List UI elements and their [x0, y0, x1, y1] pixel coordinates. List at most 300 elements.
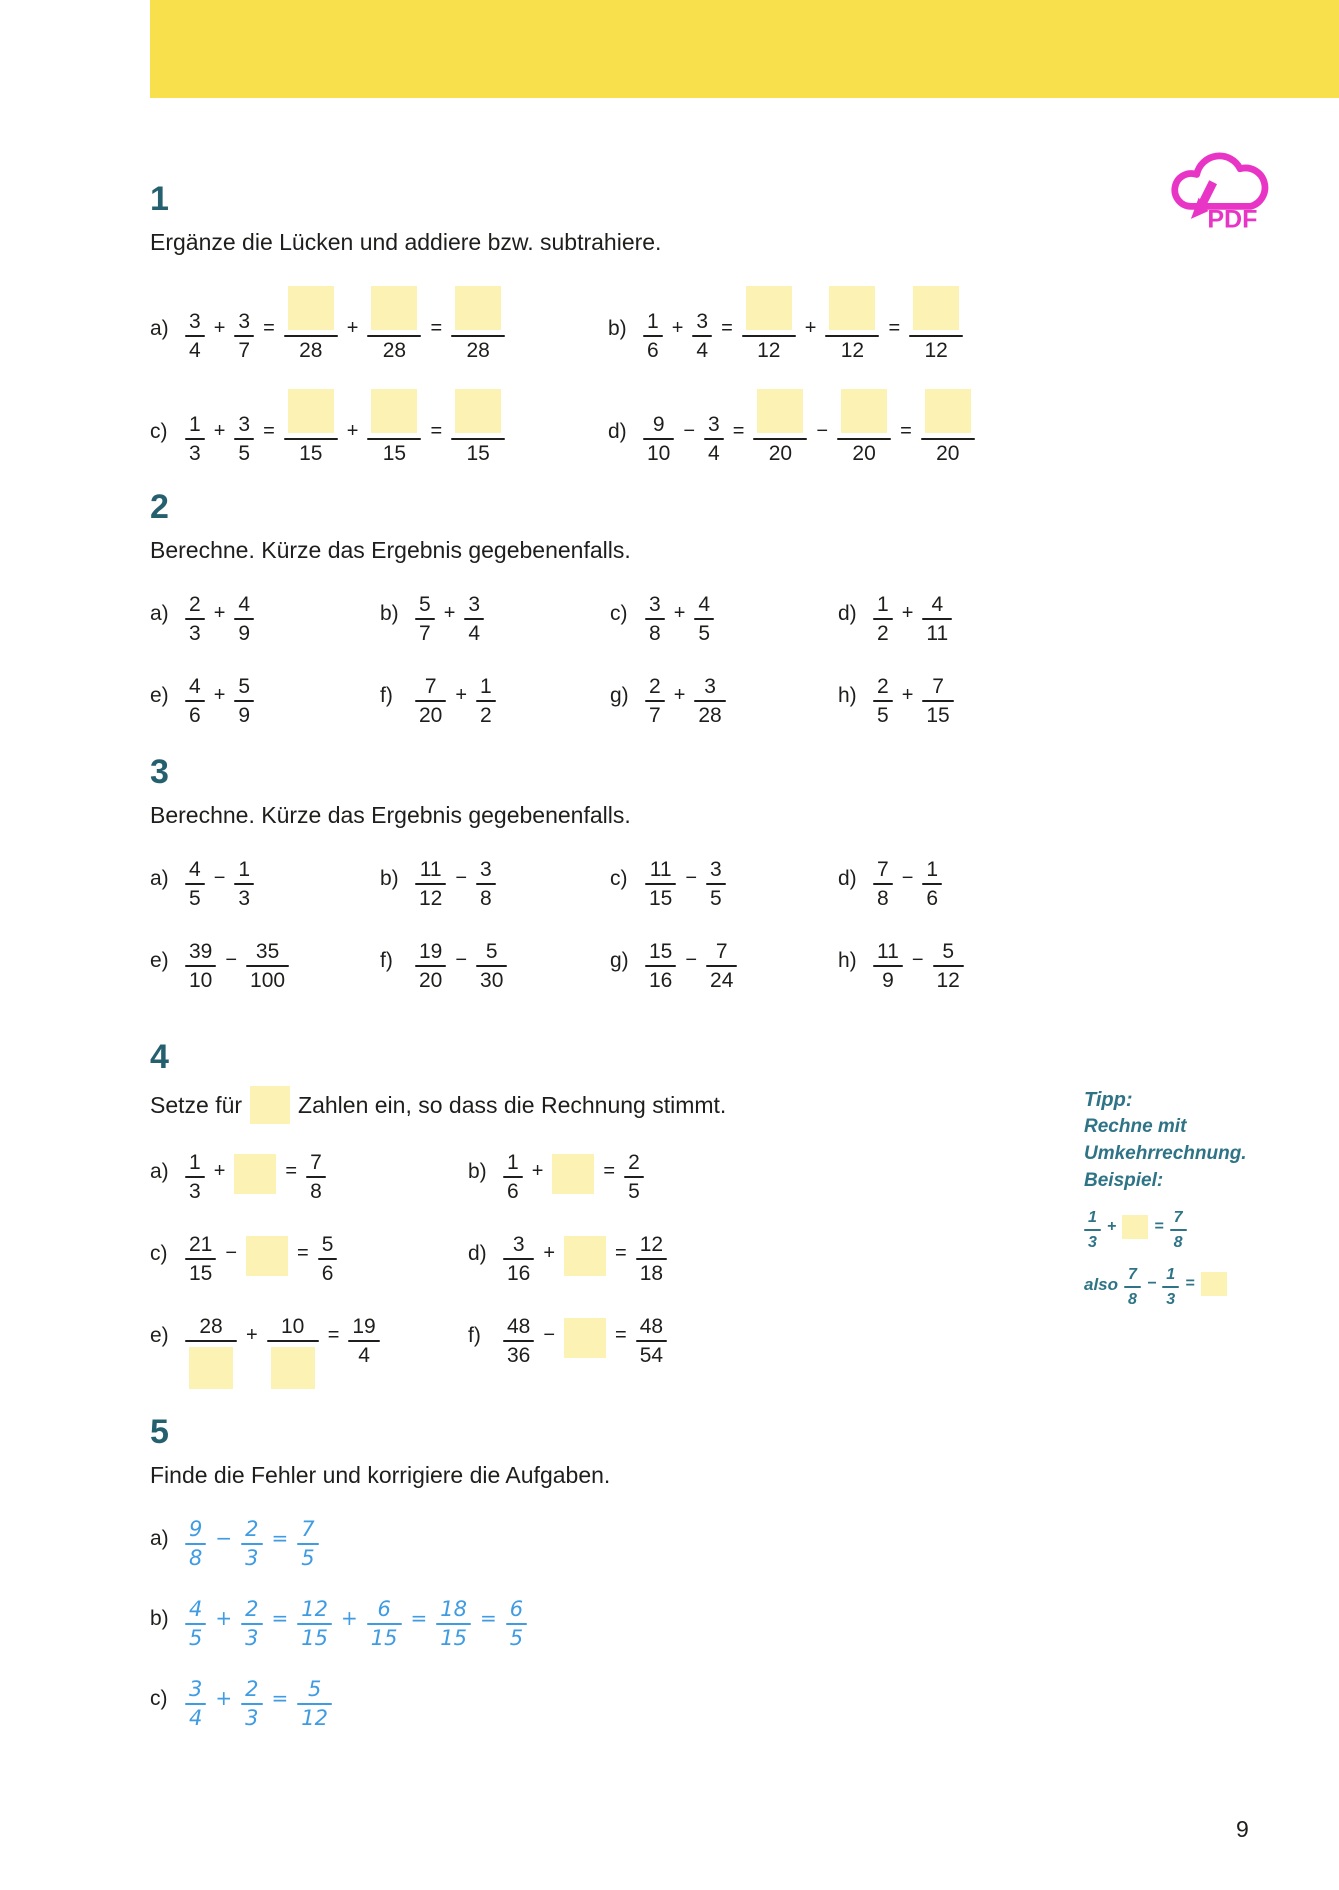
denominator: 5 — [710, 886, 722, 910]
numerator — [825, 280, 879, 335]
denominator: 3 — [189, 441, 201, 465]
fraction — [318, 1228, 338, 1284]
numerator: 2 — [245, 1676, 259, 1701]
numerator: 2 — [245, 1596, 259, 1621]
operator: + — [246, 1324, 258, 1346]
item-label: a) — [150, 1526, 169, 1550]
operator: + — [213, 601, 226, 624]
fraction — [873, 588, 893, 644]
exercise-item — [150, 1228, 468, 1284]
header-bar — [150, 0, 1339, 98]
exercise-number: 4 — [150, 1038, 169, 1076]
answer-box[interactable] — [925, 389, 971, 433]
operator: + — [673, 601, 686, 624]
instruction-suffix: Zahlen ein, so dass die Rechnung stimmt. — [298, 1092, 727, 1118]
denominator: 28 — [698, 703, 722, 727]
answer-box[interactable] — [371, 389, 417, 433]
fraction — [297, 1673, 332, 1729]
numerator: 39 — [189, 939, 213, 963]
numerator: 9 — [189, 1516, 203, 1541]
operator: = — [327, 1324, 340, 1346]
exercise-instruction: Berechne. Kürze das Ergebnis gegebenenfalls. — [150, 537, 631, 563]
denominator: 12 — [419, 886, 443, 910]
fraction — [1084, 1207, 1101, 1252]
exercise-section-2 — [150, 490, 1299, 726]
denominator: 15 — [370, 1625, 398, 1650]
numerator: 3 — [189, 1676, 203, 1701]
operator: + — [901, 601, 914, 624]
denominator: 15 — [926, 703, 950, 727]
item-label: e) — [150, 1324, 169, 1347]
fraction — [921, 383, 975, 464]
numerator: 1 — [926, 857, 939, 881]
operator: − — [685, 866, 698, 889]
operator: − — [455, 866, 468, 889]
operator: = — [263, 419, 275, 442]
denominator: 5 — [628, 1180, 640, 1203]
numerator: 1 — [238, 857, 251, 881]
fraction — [185, 1228, 216, 1284]
exercise-item — [150, 1310, 468, 1389]
denominator: 28 — [466, 338, 490, 362]
denominator: 16 — [649, 968, 673, 992]
item-label: b) — [380, 866, 399, 890]
exercise-item — [838, 853, 1299, 909]
fraction — [825, 280, 879, 361]
denominator: 20 — [936, 441, 960, 465]
denominator: 15 — [382, 441, 407, 465]
numerator: 2 — [649, 674, 661, 698]
numerator — [742, 280, 796, 335]
operator: − — [911, 948, 924, 971]
tip-box — [1084, 1086, 1314, 1309]
item-label: c) — [150, 419, 168, 443]
item-label: b) — [150, 1606, 169, 1630]
fraction — [706, 935, 737, 991]
answer-box[interactable] — [1201, 1272, 1227, 1296]
denominator: 8 — [1128, 1290, 1137, 1308]
denominator: 5 — [698, 621, 711, 645]
answer-box[interactable] — [841, 389, 887, 433]
denominator: 3 — [1166, 1290, 1176, 1308]
denominator: 6 — [189, 703, 201, 727]
fraction — [415, 588, 435, 644]
exercise-item — [380, 670, 610, 726]
operator: + — [213, 316, 226, 339]
operator: − — [816, 419, 829, 442]
answer-box[interactable] — [288, 389, 334, 433]
numerator — [284, 383, 338, 438]
operator: = — [271, 1605, 289, 1630]
operator: + — [443, 601, 456, 624]
numerator: 7 — [310, 1151, 322, 1174]
denominator: 8 — [877, 886, 889, 910]
denominator: 7 — [419, 621, 431, 645]
denominator: 4 — [358, 1344, 370, 1367]
numerator — [837, 383, 891, 438]
operator: + — [213, 1160, 226, 1182]
answer-box[interactable] — [564, 1318, 606, 1358]
fraction — [476, 670, 496, 726]
operator: − — [455, 948, 468, 971]
denominator: 10 — [647, 441, 671, 465]
numerator: 4 — [189, 1596, 203, 1621]
operator: − — [683, 419, 696, 442]
exercise-item — [150, 935, 380, 991]
exercise-number: 2 — [150, 488, 169, 526]
exercise-section-1 — [150, 182, 1299, 464]
numerator: 10 — [281, 1315, 305, 1338]
numerator: 3 — [480, 857, 492, 881]
denominator — [185, 1342, 237, 1389]
fraction — [706, 853, 726, 909]
denominator: 6 — [321, 1262, 334, 1285]
numerator: 7 — [1128, 1265, 1137, 1283]
numerator: 1 — [1166, 1265, 1176, 1283]
fraction — [645, 588, 665, 644]
item-label: g) — [610, 948, 629, 972]
fraction — [643, 383, 674, 464]
exercise-item — [380, 935, 610, 991]
operator: = — [721, 316, 733, 339]
exercise-number: 1 — [150, 180, 169, 218]
numerator: 18 — [440, 1596, 468, 1621]
numerator: 5 — [238, 674, 251, 698]
item-label: a) — [150, 866, 169, 890]
numerator: 5 — [419, 592, 431, 616]
numerator: 5 — [307, 1676, 322, 1701]
fraction — [185, 670, 205, 726]
exercise-instruction: Berechne. Kürze das Ergebnis gegebenenfalls. — [150, 802, 631, 828]
answer-box[interactable] — [552, 1154, 594, 1194]
denominator: 54 — [639, 1344, 664, 1367]
item-label: d) — [608, 419, 627, 443]
operator: = — [430, 316, 443, 339]
exercise-item — [150, 1146, 468, 1202]
numerator: 11 — [649, 857, 672, 881]
exercise-item — [838, 670, 1299, 726]
numerator: 9 — [652, 412, 665, 436]
fraction — [246, 935, 289, 991]
operator: = — [615, 1324, 627, 1346]
fraction — [922, 853, 942, 909]
exercise-item — [380, 853, 610, 909]
denominator: 15 — [299, 441, 323, 465]
exercise-item — [468, 1310, 1299, 1389]
item-label: d) — [468, 1242, 487, 1265]
answer-box[interactable] — [746, 286, 792, 330]
answer-box[interactable] — [455, 286, 501, 330]
numerator: 3 — [512, 1233, 525, 1256]
word: also — [1084, 1274, 1119, 1294]
item-label: g) — [610, 683, 629, 707]
exercise-item — [150, 670, 380, 726]
item-label: f) — [380, 948, 393, 972]
exercise-number: 5 — [150, 1413, 169, 1451]
fraction — [645, 670, 665, 726]
fraction — [284, 383, 338, 464]
denominator: 4 — [189, 338, 201, 362]
item-label: d) — [838, 601, 857, 625]
denominator: 15 — [649, 886, 673, 910]
denominator: 10 — [189, 968, 213, 992]
exercise-item — [150, 588, 380, 644]
denominator: 8 — [1173, 1233, 1183, 1251]
denominator: 3 — [1088, 1233, 1097, 1251]
item-label: b) — [380, 601, 399, 625]
numerator: 7 — [932, 674, 944, 698]
numerator: 21 — [189, 1233, 213, 1256]
operator: + — [673, 683, 686, 706]
fraction — [367, 1593, 402, 1649]
numerator: 3 — [238, 412, 251, 436]
numerator: 7 — [715, 939, 728, 963]
numerator: 2 — [877, 674, 889, 698]
numerator: 7 — [877, 857, 889, 881]
fraction — [451, 280, 505, 361]
operator: + — [341, 1605, 358, 1630]
operator: − — [1146, 1274, 1157, 1292]
fraction — [185, 588, 205, 644]
numerator — [921, 383, 975, 438]
denominator: 4 — [696, 338, 709, 362]
exercise-item — [610, 670, 838, 726]
item-label: e) — [150, 683, 169, 707]
fraction — [643, 280, 663, 361]
item-label: c) — [610, 601, 628, 625]
numerator: 3 — [468, 592, 481, 616]
fraction — [503, 1228, 534, 1284]
numerator: 19 — [419, 939, 443, 963]
fraction — [185, 280, 205, 361]
denominator: 6 — [647, 338, 659, 362]
operator: = — [271, 1685, 289, 1710]
fraction — [367, 383, 421, 464]
fraction — [694, 670, 725, 726]
fraction — [185, 1513, 206, 1569]
item-label: d) — [838, 866, 857, 890]
operator: = — [297, 1242, 309, 1264]
exercise-item — [150, 280, 608, 361]
operator: = — [732, 419, 745, 442]
numerator: 6 — [377, 1596, 391, 1621]
numerator: 11 — [877, 939, 899, 963]
item-label: f) — [468, 1324, 481, 1347]
exercise-item — [608, 383, 1299, 464]
exercise-item — [610, 588, 838, 644]
exercise-item — [380, 588, 610, 644]
page-number: 9 — [1236, 1816, 1249, 1842]
fraction — [185, 383, 205, 464]
denominator: 15 — [189, 1262, 213, 1285]
numerator: 4 — [698, 592, 711, 616]
denominator: 4 — [468, 621, 481, 645]
numerator: 2 — [189, 592, 201, 616]
fraction — [436, 1593, 471, 1649]
fraction — [506, 1593, 527, 1649]
fraction — [645, 853, 676, 909]
fraction — [241, 1593, 262, 1649]
fraction — [933, 935, 964, 991]
numerator: 4 — [931, 592, 944, 616]
denominator: 9 — [238, 703, 251, 727]
exercise-item — [610, 853, 838, 909]
item-label: e) — [150, 948, 169, 972]
operator: + — [346, 419, 359, 442]
fraction — [241, 1673, 262, 1729]
denominator: 3 — [245, 1545, 259, 1570]
operator: = — [900, 419, 912, 442]
denominator: 15 — [466, 441, 490, 465]
numerator — [367, 280, 421, 335]
denominator: 3 — [189, 621, 201, 645]
numerator: 6 — [509, 1596, 524, 1621]
numerator: 7 — [301, 1516, 315, 1541]
numerator: 3 — [189, 309, 201, 333]
numerator — [753, 383, 807, 438]
fraction — [297, 1593, 332, 1649]
answer-box[interactable] — [1122, 1215, 1148, 1239]
numerator: 2 — [628, 1151, 640, 1174]
answer-box[interactable] — [234, 1154, 276, 1194]
exercise-item — [150, 383, 608, 464]
exercise-item — [150, 1513, 1299, 1569]
numerator: 11 — [419, 857, 442, 881]
answer-box[interactable] — [189, 1347, 233, 1389]
denominator: 18 — [639, 1262, 664, 1285]
denominator: 3 — [245, 1705, 259, 1730]
exercise-items — [150, 588, 1299, 726]
numerator: 1 — [189, 412, 201, 436]
item-label: h) — [838, 683, 857, 707]
denominator: 11 — [926, 621, 949, 645]
denominator: 6 — [507, 1180, 519, 1203]
numerator: 28 — [199, 1315, 223, 1338]
denominator: 5 — [189, 1625, 203, 1650]
answer-box[interactable] — [271, 1347, 315, 1389]
exercise-item — [608, 280, 1299, 361]
operator: + — [215, 1605, 233, 1630]
denominator: 3 — [245, 1625, 259, 1650]
denominator: 5 — [877, 703, 889, 727]
operator: = — [1185, 1274, 1195, 1292]
denominator: 16 — [507, 1262, 531, 1285]
numerator: 3 — [708, 412, 720, 436]
numerator — [909, 280, 963, 335]
exercise-item — [150, 1593, 1299, 1649]
fraction — [636, 1228, 667, 1284]
answer-box[interactable] — [371, 286, 417, 330]
fraction — [185, 1310, 237, 1389]
operator: + — [213, 419, 226, 442]
fraction — [185, 1673, 206, 1729]
fraction — [922, 670, 953, 726]
fraction — [185, 1146, 205, 1202]
answer-box[interactable] — [250, 1086, 290, 1124]
answer-box[interactable] — [757, 389, 803, 433]
operator: − — [225, 1242, 238, 1264]
fraction — [306, 1146, 326, 1202]
exercise-items — [150, 1513, 1299, 1729]
fraction — [476, 935, 507, 991]
fraction — [348, 1310, 379, 1366]
operator: = — [410, 1605, 428, 1630]
answer-box[interactable] — [564, 1236, 606, 1276]
answer-box[interactable] — [246, 1236, 288, 1276]
denominator: 8 — [649, 621, 661, 645]
operator: = — [615, 1242, 627, 1264]
exercise-item — [838, 935, 1299, 991]
exercise-item — [838, 588, 1299, 644]
operator: = — [430, 419, 443, 442]
numerator: 1 — [189, 1151, 201, 1174]
denominator: 3 — [189, 1180, 201, 1203]
operator: = — [285, 1160, 298, 1182]
denominator: 4 — [189, 1705, 203, 1730]
fraction — [284, 280, 338, 361]
operator: = — [263, 316, 275, 339]
item-label: c) — [610, 866, 628, 890]
answer-box[interactable] — [288, 286, 334, 330]
numerator: 3 — [704, 674, 716, 698]
fraction — [297, 1513, 318, 1569]
denominator: 7 — [649, 703, 661, 727]
denominator: 9 — [882, 968, 894, 992]
numerator: 48 — [507, 1315, 531, 1338]
fraction — [476, 853, 496, 909]
instruction-prefix: Setze für — [150, 1092, 243, 1118]
fraction — [742, 280, 796, 361]
numerator: 1 — [877, 592, 889, 616]
fraction — [922, 588, 952, 644]
operator: + — [213, 683, 226, 706]
operator: + — [1106, 1217, 1117, 1235]
operator: − — [901, 866, 914, 889]
numerator: 3 — [238, 309, 251, 333]
answer-box[interactable] — [829, 286, 875, 330]
denominator: 15 — [440, 1625, 468, 1650]
exercise-item — [150, 1673, 1299, 1729]
numerator: 12 — [639, 1233, 664, 1256]
answer-box[interactable] — [455, 389, 501, 433]
numerator: 1 — [480, 674, 492, 698]
operator: − — [685, 948, 698, 971]
operator: + — [671, 316, 684, 339]
fraction — [692, 280, 712, 361]
fraction — [185, 853, 205, 909]
tip-line: Umkehrrechnung. — [1084, 1142, 1247, 1164]
numerator: 15 — [649, 939, 673, 963]
denominator: 12 — [840, 338, 865, 362]
numerator: 2 — [245, 1516, 259, 1541]
numerator: 3 — [710, 857, 722, 881]
operator: + — [543, 1242, 556, 1264]
denominator: 8 — [189, 1545, 203, 1570]
item-label: c) — [150, 1686, 168, 1710]
numerator: 5 — [485, 939, 498, 963]
numerator — [367, 383, 421, 438]
fraction — [503, 1146, 523, 1202]
denominator: 8 — [480, 886, 492, 910]
operator: = — [480, 1605, 497, 1630]
answer-box[interactable] — [913, 286, 959, 330]
numerator: 5 — [942, 939, 955, 963]
denominator: 3 — [238, 886, 251, 910]
numerator: 3 — [696, 309, 709, 333]
exercise-instruction: Ergänze die Lücken und addiere bzw. subtrahiere. — [150, 229, 662, 255]
denominator: 28 — [382, 338, 407, 362]
numerator: 4 — [238, 592, 251, 616]
